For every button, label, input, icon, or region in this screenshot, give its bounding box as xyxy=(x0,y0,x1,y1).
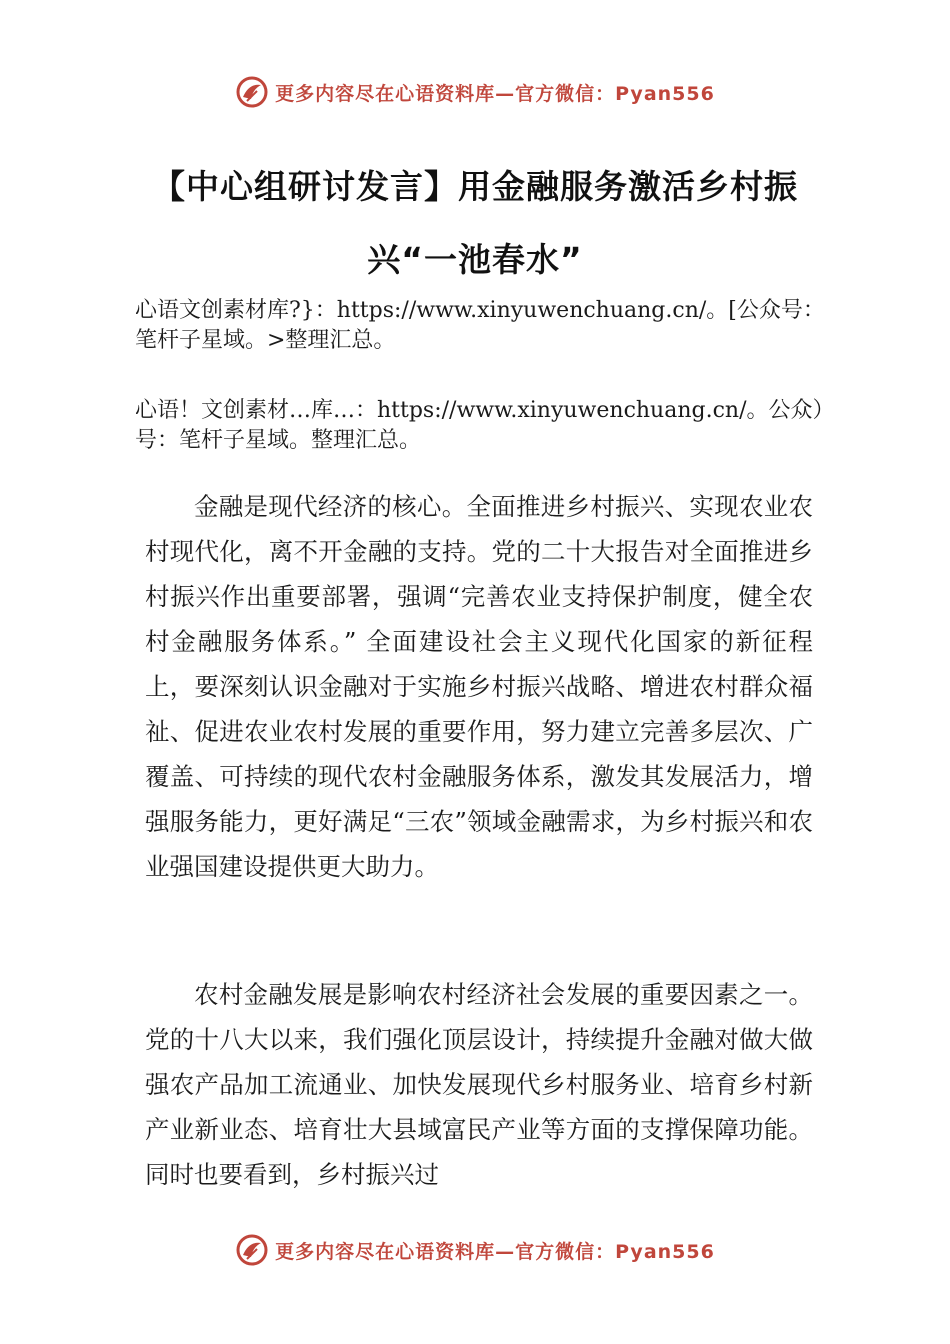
title-line-2: 兴“一池春水” xyxy=(367,240,583,279)
source-note-1: 心语文创素材库?}：https://www.xinyuwenchuang.cn/。[公众号：笔杆子星域。>整理汇总。 xyxy=(135,298,825,353)
footer-banner xyxy=(0,1230,950,1270)
body-paragraph-1: 金融是现代经济的核心。全面推进乡村振兴、实现农业农村现代化，离不开金融的支持。党的二十大报告对全面推进乡村振兴作出重要部署，强调“完善农业支持保护制度，健全农村金融服务体系。” 全面建设社会主义现代化国家的新征程上，要深刻认识金融对于实施乡村振兴战略、增进农村群众福祉、促进农业农村发展的重要作用，努力建立完善多层次、广覆盖、可持续的现代农村金融服务体系，激发其发展活力，增强服务能力，更好满足“三农”领域金融需求，为乡村振兴和农业强国建设提供更大助力。 xyxy=(145,492,813,881)
body-paragraph-2: 农村金融发展是影响农村经济社会发展的重要因素之一。党的十八大以来，我们强化顶层设计，持续提升金融对做大做强农产品加工流通业、加快发展现代乡村服务业、培育乡村新产业新业态、培育壮大县域富民产业等方面的支撑保障功能。同时也要看到，乡村振兴过 xyxy=(145,980,813,1189)
header-banner xyxy=(0,72,950,112)
source-note-2: 心语！文创素材…库…：https://www.xinyuwenchuang.cn/。公众）号：笔杆子星域。整理汇总。 xyxy=(135,398,835,453)
brand-logo-icon xyxy=(235,75,269,109)
header-banner-text: 更多内容尽在心语资料库—官方微信：Pyan556 xyxy=(275,82,715,105)
brand-logo-icon xyxy=(235,1233,269,1267)
document-title xyxy=(110,150,840,296)
footer-banner-text: 更多内容尽在心语资料库—官方微信：Pyan556 xyxy=(275,1240,715,1263)
title-line-1: 【中心组研讨发言】用金融服务激活乡村振 xyxy=(152,167,798,206)
